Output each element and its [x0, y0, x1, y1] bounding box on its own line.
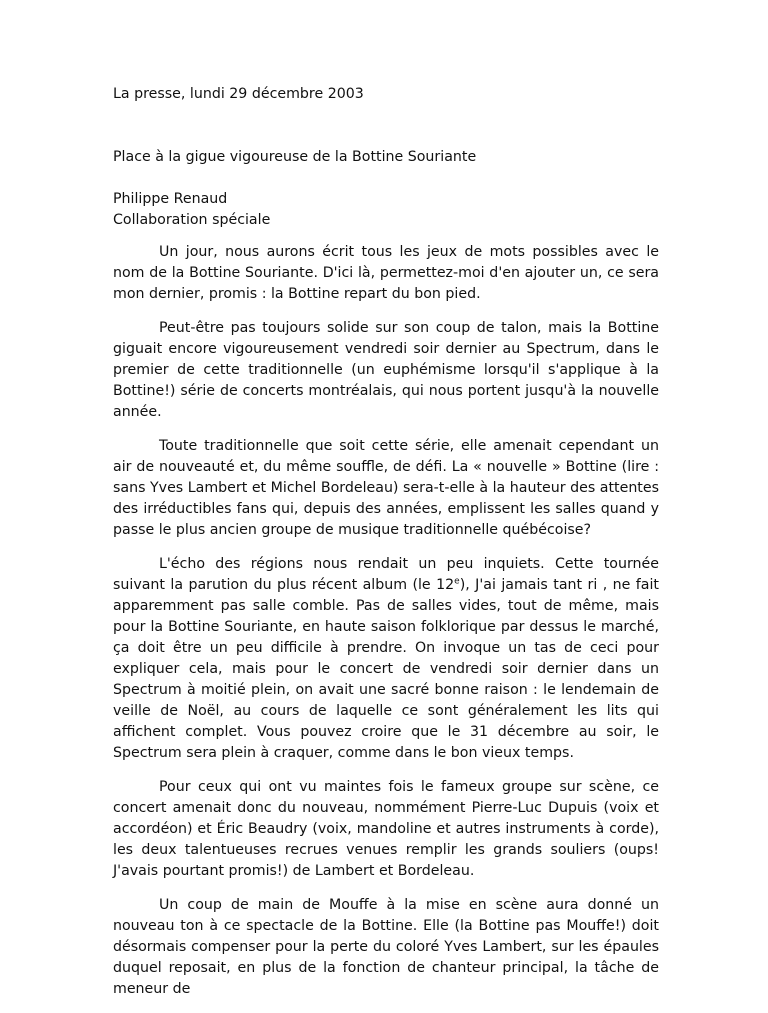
spacer	[113, 231, 659, 242]
byline-role: Collaboration spéciale	[113, 212, 271, 228]
article-page	[113, 84, 659, 1013]
paragraph-1: Un jour, nous aurons écrit tous les jeux de mots possibles avec le nom de la Bottine Souriante. D'ici là, permettez-moi d'en ajouter un, ce sera mon dernier, promis : la Bottine repart du bon pied.	[113, 244, 659, 302]
headline: Place à la gigue vigoureuse de la Bottine Souriante	[113, 149, 477, 165]
paragraph-6: Un coup de main de Mouffe à la mise en scène aura donné un nouveau ton à ce spectacle de la Bottine. Elle (la Bottine pas Mouffe!) doit désormais compenser pour la perte du coloré Yves Lambert, sur les épaules duquel reposait, en plus de la fonction de chanteur principal, la tâche de meneur de	[113, 897, 659, 997]
paragraph-3: Toute traditionnelle que soit cette série, elle amenait cependant un air de nouveauté et, du même souffle, de défi. La « nouvelle » Bottine (lire : sans Yves Lambert et Michel Bordeleau) sera-t-elle à la hauteur des attentes des irréductibles fans qui, depuis des années, emplissent les salles quand y passe le plus ancien groupe de musique traditionnelle québécoise?	[113, 438, 659, 538]
paragraph-4	[113, 554, 659, 764]
author-name: Philippe Renaud	[113, 191, 228, 207]
paragraph-2: Peut-être pas toujours solide sur son coup de talon, mais la Bottine giguait encore vigoureusement vendredi soir dernier au Spectrum, dans le premier de cette traditionnelle (un euphémisme lorsqu'il s'applique à la Bottine!) série de concerts montréalais, qui nous portent jusqu'à la nouvelle année.	[113, 320, 659, 420]
paragraph-5: Pour ceux qui ont vu maintes fois le fameux groupe sur scène, ce concert amenait donc du nouveau, nommément Pierre-Luc Dupuis (voix et accordéon) et Éric Beaudry (voix, mandoline et autres instruments à corde), les deux talentueuses recrues venues remplir les grands souliers (oups! J'avais pourtant promis!) de Lambert et Bordeleau.	[113, 779, 659, 879]
spacer	[113, 105, 659, 126]
spacer	[113, 168, 659, 189]
paragraph-4-part-1: L'écho des régions nous rendait un peu inquiets. Cette tournée suivant la parution du plus récent album (le 12	[113, 556, 659, 593]
paragraph-4-part-2: ), J'ai jamais tant ri , ne fait apparemment pas salle comble. Pas de salles vides, tout de même, mais pour la Bottine Souriante, en haute saison folklorique par dessus le marché, ça doit être un peu difficile à prendre. On invoque un tas de ceci pour expliquer cela, mais pour le concert de vendredi soir dernier dans un Spectrum à moitié plein, on avait une sacré bonne raison : le lendemain de veille de Noël, au cours de laquelle ce sont généralement les lits qui affichent complet. Vous pouvez croire que le 31 décembre au soir, le Spectrum sera plein à craquer, comme dans le bon vieux temps.	[113, 577, 659, 761]
ordinal-superscript: e	[454, 576, 460, 587]
spacer	[113, 126, 659, 147]
source-line: La presse, lundi 29 décembre 2003	[113, 86, 364, 102]
